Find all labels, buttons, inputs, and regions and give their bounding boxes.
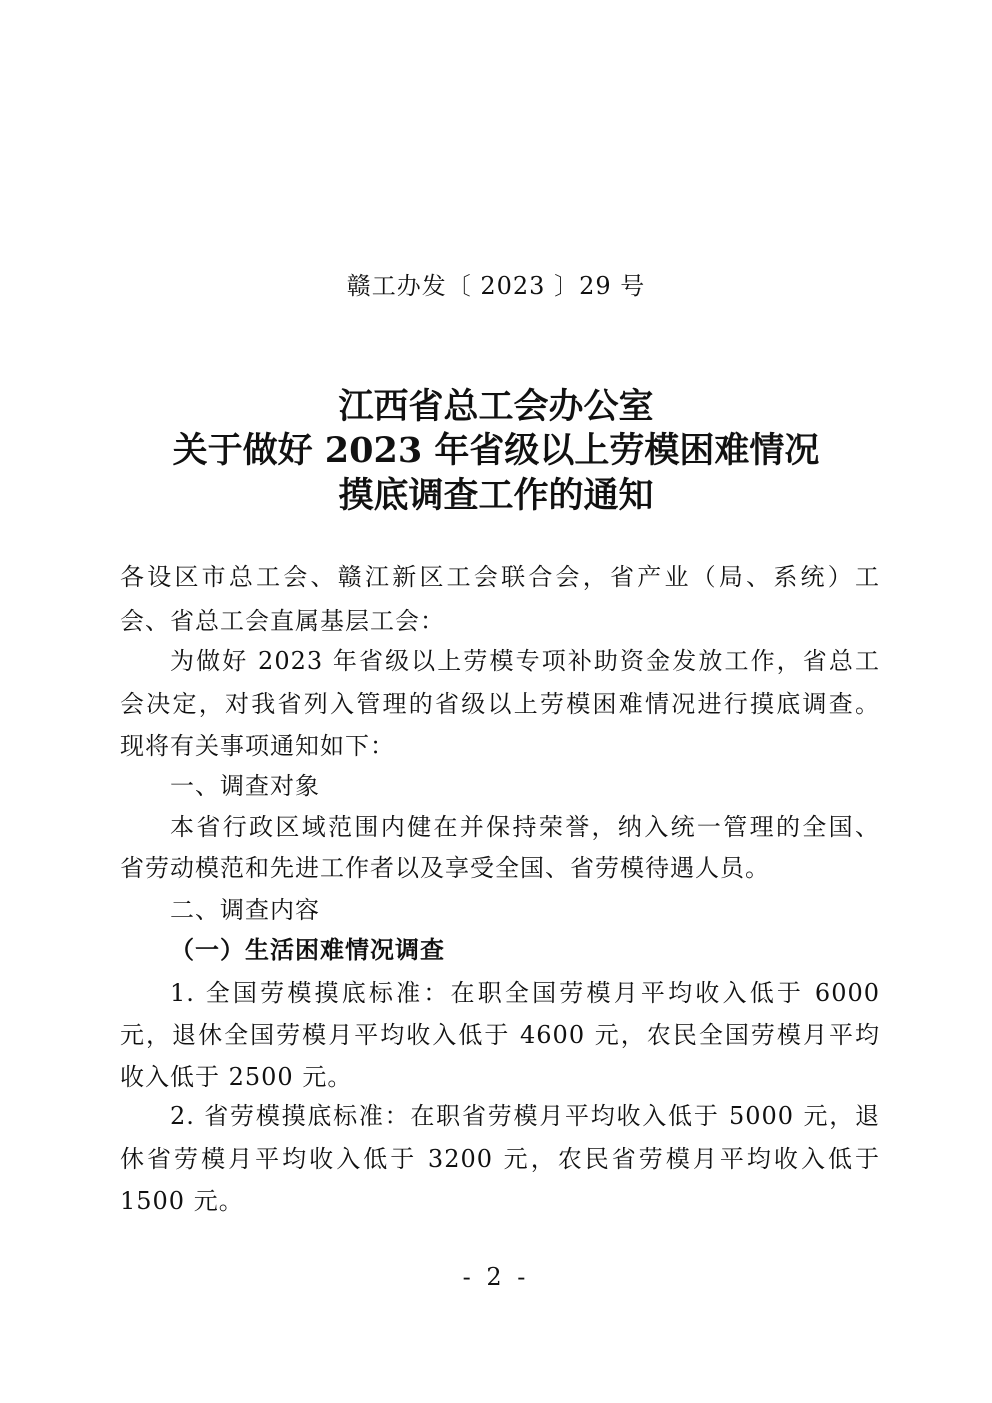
item-2-line-3: 1500 元。 xyxy=(120,1187,244,1215)
section-1-heading: 一、调查对象 xyxy=(170,772,320,800)
item-2-line-1: 2. 省劳模摸底标准：在职省劳模月平均收入低于 5000 元，退 xyxy=(170,1102,880,1130)
addressee-line-2: 会、省总工会直属基层工会： xyxy=(120,607,445,635)
item-1-line-1: 1. 全国劳模摸底标准：在职全国劳模月平均收入低于 6000 xyxy=(170,979,880,1007)
section-1-line-1: 本省行政区域范围内健在并保持荣誉，纳入统一管理的全国、 xyxy=(170,813,880,841)
section-1-line-2: 省劳动模范和先进工作者以及享受全国、省劳模待遇人员。 xyxy=(120,854,770,882)
intro-line-1: 为做好 2023 年省级以上劳模专项补助资金发放工作，省总工 xyxy=(170,647,880,675)
intro-line-3: 现将有关事项通知如下： xyxy=(120,732,395,760)
intro-line-2: 会决定，对我省列入管理的省级以上劳模困难情况进行摸底调查。 xyxy=(120,690,880,718)
addressee-line-1: 各设区市总工会、赣江新区工会联合会，省产业（局、系统）工 xyxy=(120,563,880,591)
item-1-line-2: 元，退休全国劳模月平均收入低于 4600 元，农民全国劳模月平均 xyxy=(120,1021,880,1049)
title-line-1: 江西省总工会办公室 xyxy=(338,386,654,427)
page-number: - 2 - xyxy=(462,1263,530,1291)
title-line-3: 摸底调查工作的通知 xyxy=(338,475,654,516)
section-2-heading: 二、调查内容 xyxy=(170,896,320,924)
subsection-1-heading: （一）生活困难情况调查 xyxy=(170,935,445,964)
item-1-line-3: 收入低于 2500 元。 xyxy=(120,1063,353,1091)
item-2-line-2: 休省劳模月平均收入低于 3200 元，农民省劳模月平均收入低于 xyxy=(120,1145,880,1173)
title-line-2: 关于做好 2023 年省级以上劳模困难情况 xyxy=(172,430,820,471)
document-number: 赣工办发〔 2023 〕29 号 xyxy=(346,272,646,300)
